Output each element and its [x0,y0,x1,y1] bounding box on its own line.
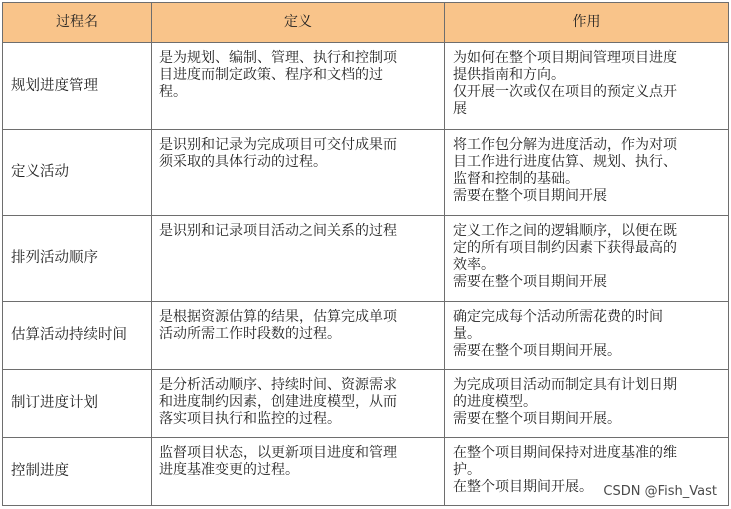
definition-text-line: 监督项目状态，以更新项目进度和管理 [159,445,397,461]
purpose-text-line: 护。 [453,462,481,478]
purpose-cell [445,216,729,302]
purpose-cell [445,43,729,130]
definition-text-line: 是为规划、编制、管理、执行和控制项 [159,50,397,66]
purpose-text-line: 在整个项目期间保持对进度基准的维 [453,445,677,461]
table-row [3,216,729,302]
table-row [3,302,729,370]
purpose-text-line: 仅开展一次或仅在项目的预定义点开 [453,84,677,100]
header-row [3,3,729,43]
definition-text-line: 进度基准变更的过程。 [159,462,299,478]
purpose-text-line: 定的所有项目制约因素下获得最高的 [453,240,677,256]
header-process-name: 过程名 [3,3,152,43]
process-name-cell: 定义活动 [3,130,152,216]
definition-text-line: 活动所需工作时段数的过程。 [159,326,341,342]
definition-text-line: 是识别和记录为完成项目可交付成果而 [159,137,397,153]
purpose-text-line: 监督和控制的基础。 [453,171,579,187]
process-name-cell: 排列活动顺序 [3,216,152,302]
definition-text-line: 须采取的具体行动的过程。 [159,154,327,170]
purpose-text-line: 目工作进行进度估算、规划、执行、 [453,154,677,170]
definition-cell [152,43,445,130]
definition-cell [152,130,445,216]
definition-text-line: 和进度制约因素，创建进度模型，从而 [159,394,397,410]
process-name-cell: 估算活动持续时间 [3,302,152,370]
purpose-text-line: 提供指南和方向。 [453,67,565,83]
definition-text-line: 是根据资源估算的结果，估算完成单项 [159,309,397,325]
purpose-text-line: 需要在整个项目期间开展 [453,274,607,290]
definition-text-line: 是识别和记录项目活动之间关系的过程 [159,223,397,239]
definition-text-line: 是分析活动顺序、持续时间、资源需求 [159,377,397,393]
purpose-cell [445,370,729,438]
purpose-text-line: 需要在整个项目期间开展 [453,188,607,204]
definition-cell [152,302,445,370]
definition-cell [152,438,445,506]
table-row [3,370,729,438]
purpose-text-line: 需要在整个项目期间开展。 [453,411,621,427]
process-name-cell: 控制进度 [3,438,152,506]
purpose-text-line: 量。 [453,326,481,342]
purpose-text-line: 为如何在整个项目期间管理项目进度 [453,50,677,66]
definition-text-line: 目进度而制定政策、程序和文档的过 [159,67,383,83]
purpose-text-line: 展 [453,101,467,117]
purpose-cell [445,130,729,216]
purpose-text-line: 效率。 [453,257,495,273]
purpose-text-line: 在整个项目期间开展。 [453,479,593,495]
purpose-text-line: 为完成项目活动而制定具有计划日期 [453,377,677,393]
header-definition: 定义 [152,3,445,43]
table-row [3,130,729,216]
purpose-cell [445,302,729,370]
table-row [3,43,729,130]
purpose-text-line: 需要在整个项目期间开展。 [453,343,621,359]
definition-text-line: 落实项目执行和监控的过程。 [159,411,341,427]
watermark: CSDN @Fish_Vast [603,484,717,499]
definition-text-line: 程。 [159,84,187,100]
purpose-text-line: 定义工作之间的逻辑顺序，以便在既 [453,223,677,239]
header-purpose: 作用 [445,3,729,43]
purpose-text-line: 将工作包分解为进度活动，作为对项 [453,137,677,153]
purpose-text-line: 的进度模型。 [453,394,537,410]
process-table [2,2,729,506]
process-name-cell: 制订进度计划 [3,370,152,438]
process-name-cell: 规划进度管理 [3,43,152,130]
definition-cell [152,370,445,438]
purpose-text-line: 确定完成每个活动所需花费的时间 [453,309,663,325]
definition-cell [152,216,445,302]
